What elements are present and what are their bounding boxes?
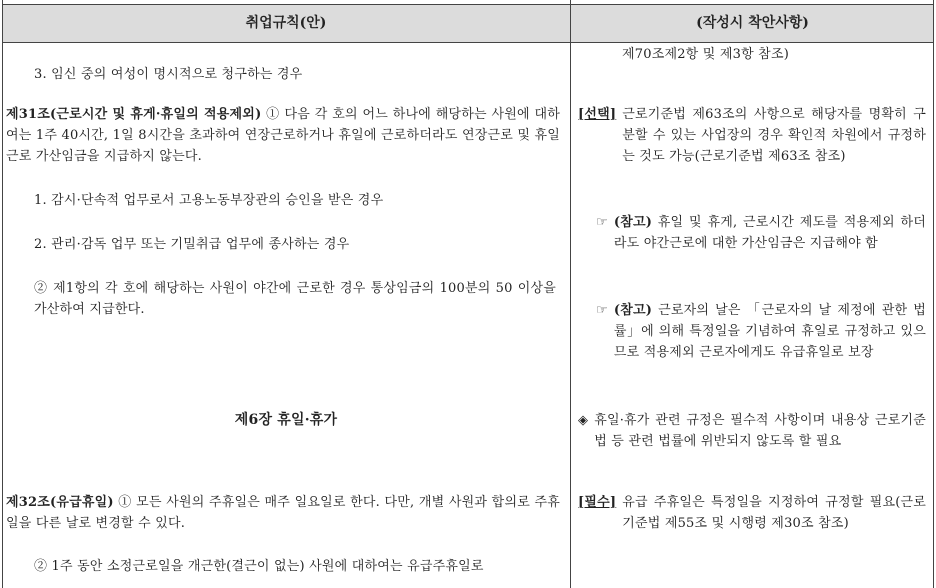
article-31-para-1: ① 다음 각 호의 어느 하나에 해당하는 사원에 대하여는 1주 40시간, 1일 8시간을 초과하여 연장근로하거나 휴일에 근로하더라도 연장근로 및 휴일근로 가산임금을 지급하지 않는다.	[6, 107, 560, 164]
pointing-hand-icon: ☞	[596, 303, 608, 318]
article-31-item-1: 1. 감시·단속적 업무로서 고용노동부장관의 승인을 받은 경우	[34, 193, 384, 208]
reference-1-label: (참고)	[613, 215, 653, 230]
select-tag: [선택]	[578, 107, 617, 122]
item-3-text: 3. 임신 중의 여성이 명시적으로 청구하는 경우	[34, 67, 303, 82]
required-note	[578, 492, 926, 534]
required-tag: [필수]	[578, 495, 617, 510]
article-32-heading: 제32조(유급휴일)	[6, 495, 114, 510]
article-31	[6, 104, 560, 167]
required-note-text: 유급 주휴일은 특정일을 지정하여 규정할 필요(근로기준법 제55조 및 시행령 제30조 참조)	[622, 495, 926, 531]
right-column-header: (작성시 착안사항)	[696, 15, 809, 31]
table-right-border	[933, 0, 934, 588]
article-31-item-2: 2. 관리·감독 업무 또는 기밀취급 업무에 종사하는 경우	[34, 237, 350, 252]
reference-1-text: 휴일 및 휴게, 근로시간 제도를 적용제외 하더라도 야간근로에 대한 가산임금은 지급해야 함	[613, 215, 926, 251]
column-divider	[570, 0, 571, 588]
article-31-heading: 제31조(근로시간 및 휴게·휴일의 적용제외)	[6, 107, 262, 122]
article-32-para-2: ② 1주 동안 소정근로일을 개근한(결근이 없는) 사원에 대하여는 유급주휴일로	[34, 559, 484, 574]
pointing-hand-icon: ☞	[596, 215, 608, 230]
diamond-icon: ◈	[578, 413, 589, 428]
reference-note-1	[596, 212, 926, 254]
reference-note-2	[596, 300, 926, 363]
chapter-6-title: 제6장 휴일·휴가	[234, 412, 338, 428]
reference-2-label: (참고)	[613, 303, 653, 318]
diamond-note	[578, 410, 926, 452]
select-note	[578, 104, 926, 167]
left-column-header: 취업규칙(안)	[245, 15, 327, 31]
right-continuation-text: 제70조제2항 및 제3항 참조)	[622, 47, 789, 62]
article-31-para-2: ② 제1항의 각 호에 해당하는 사원이 야간에 근로한 경우 통상임금의 100분의 50 이상을 가산하여 지급한다.	[34, 281, 556, 317]
article-32	[6, 492, 560, 534]
select-note-text: 근로기준법 제63조의 사항으로 해당자를 명확히 구분할 수 있는 사업장의 경우 확인적 차원에서 규정하는 것도 가능(근로기준법 제63조 참조)	[622, 107, 926, 164]
header-bottom-border	[2, 42, 934, 43]
diamond-note-text: 휴일·휴가 관련 규정은 필수적 사항이며 내용상 근로기준법 등 관련 법률에 위반되지 않도록 할 필요	[594, 413, 926, 449]
reference-2-text: 근로자의 날은 「근로자의 날 제정에 관한 법률」에 의해 특정일을 기념하여 휴일로 규정하고 있으므로 적용제외 근로자에게도 유급휴일로 보장	[613, 303, 926, 360]
table-left-border	[2, 0, 3, 588]
article-32-para-1: ① 모든 사원의 주휴일은 매주 일요일로 한다. 다만, 개별 사원과 합의로 주휴일을 다른 날로 변경할 수 있다.	[6, 495, 560, 531]
